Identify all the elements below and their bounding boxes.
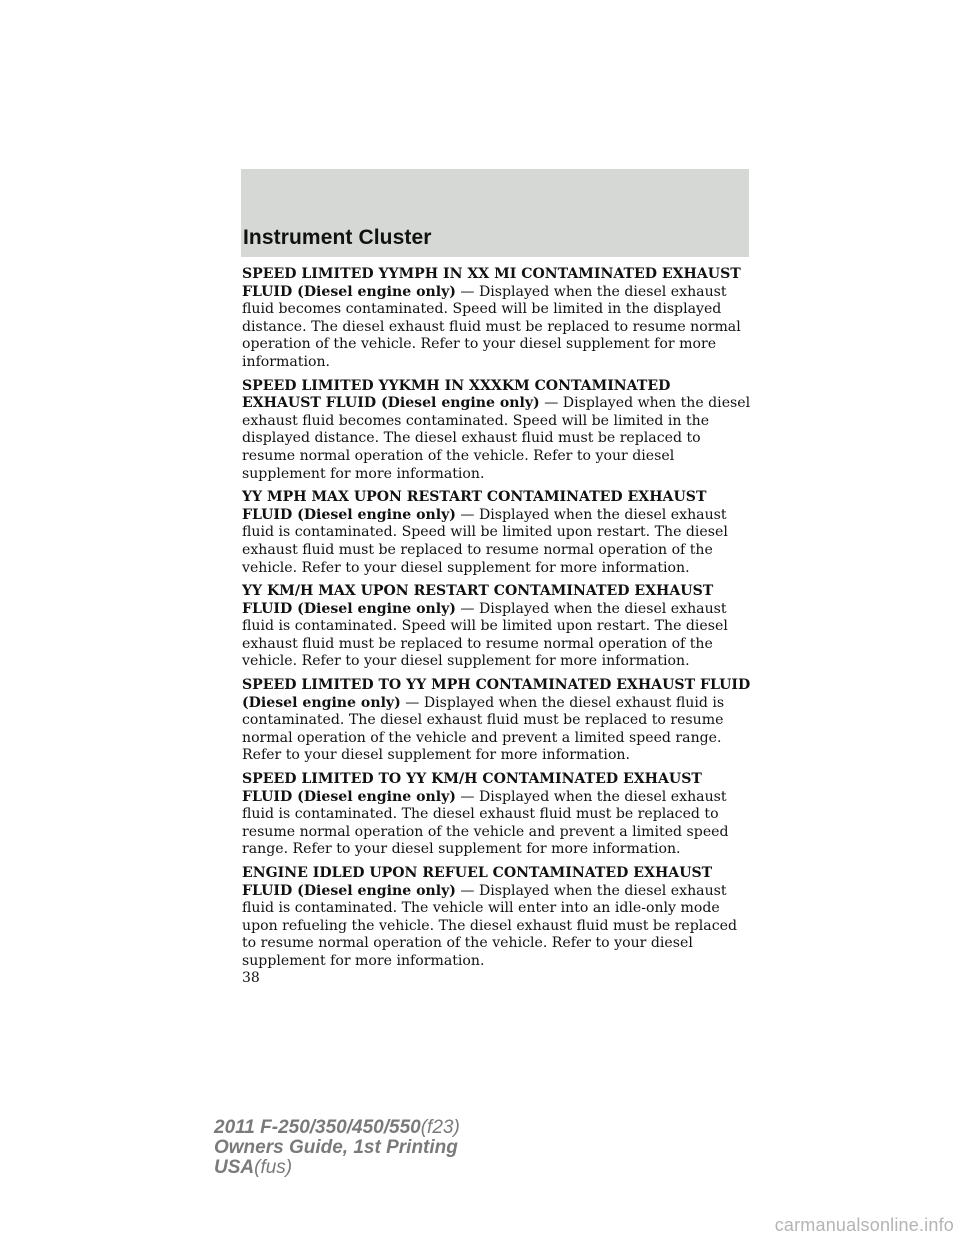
message-description: — Displayed when the diesel exhaust fluid becomes contaminated. Speed will be limited in the displayed distance. The diesel exhaust fluid must be replaced to resume normal operation of the vehicle. Refer to your diesel supplement for more information. [242,283,741,370]
message-list [242,266,754,977]
message-entry [242,266,754,372]
footer-printing: Owners Guide, 1st Printing [214,1137,458,1158]
message-term: ENGINE IDLED UPON REFUEL CONTAMINATED EXHAUST FLUID (Diesel engine only) [242,865,713,899]
message-description: — Displayed when the diesel exhaust fluid is contaminated. The diesel exhaust fluid must be replaced to resume normal operation of the vehicle and prevent a limited speed range. Refer to your diesel supplement for more information. [242,694,725,764]
footer-market-code: (fus) [254,1157,293,1178]
message-entry [242,489,754,577]
message-description: — Displayed when the diesel exhaust fluid is contaminated. Speed will be limited upon restart. The diesel exhaust fluid must be replaced to resume normal operation of the vehicle. Refer to your diesel supplement for more information. [242,600,728,670]
document-footer [214,1118,460,1178]
message-description: — Displayed when the diesel exhaust fluid is contaminated. The vehicle will enter into an idle-only mode upon refueling the vehicle. The diesel exhaust fluid must be replaced to resume normal operation of the vehicle. Refer to your diesel supplement for more information. [242,882,737,969]
footer-line-market [214,1158,460,1178]
message-term: SPEED LIMITED TO YY KM/H CONTAMINATED EXHAUST FLUID (Diesel engine only) [242,771,702,805]
watermark-text: carmanualsonline.info [774,1215,954,1235]
footer-market: USA [214,1157,255,1178]
section-title: Instrument Cluster [243,226,432,249]
footer-model: 2011 F-250/350/450/550 [214,1117,421,1138]
message-term: YY MPH MAX UPON RESTART CONTAMINATED EXHAUST FLUID (Diesel engine only) [242,489,707,523]
message-entry [242,583,754,671]
message-entry [242,378,754,484]
message-description: — Displayed when the diesel exhaust fluid is contaminated. The diesel exhaust fluid must be replaced to resume normal operation of the vehicle and prevent a limited speed range. Refer to your diesel supplement for more information. [242,788,729,858]
footer-line-printing [214,1138,460,1158]
message-term: SPEED LIMITED TO YY MPH CONTAMINATED EXHAUST FLUID (Diesel engine only) [242,677,751,711]
message-description: — Displayed when the diesel exhaust fluid becomes contaminated. Speed will be limited in the displayed distance. The diesel exhaust fluid must be replaced to resume normal operation of the vehicle. Refer to your diesel supplement for more information. [242,395,751,482]
page-number: 38 [242,970,260,986]
message-term: SPEED LIMITED YYKMH IN XXXKM CONTAMINATED EXHAUST FLUID (Diesel engine only) [242,377,671,412]
message-description: — Displayed when the diesel exhaust fluid is contaminated. Speed will be limited upon restart. The diesel exhaust fluid must be replaced to resume normal operation of the vehicle. Refer to your diesel supplement for more information. [242,506,728,576]
message-entry [242,771,754,859]
message-term: SPEED LIMITED YYMPH IN XX MI CONTAMINATED EXHAUST FLUID (Diesel engine only) [242,266,741,300]
message-entry [242,865,754,971]
message-entry [242,677,754,765]
message-term: YY KM/H MAX UPON RESTART CONTAMINATED EXHAUST FLUID (Diesel engine only) [242,583,714,617]
section-header-band [241,169,749,257]
footer-model-code: (f23) [420,1117,460,1138]
footer-line-model [214,1118,460,1138]
